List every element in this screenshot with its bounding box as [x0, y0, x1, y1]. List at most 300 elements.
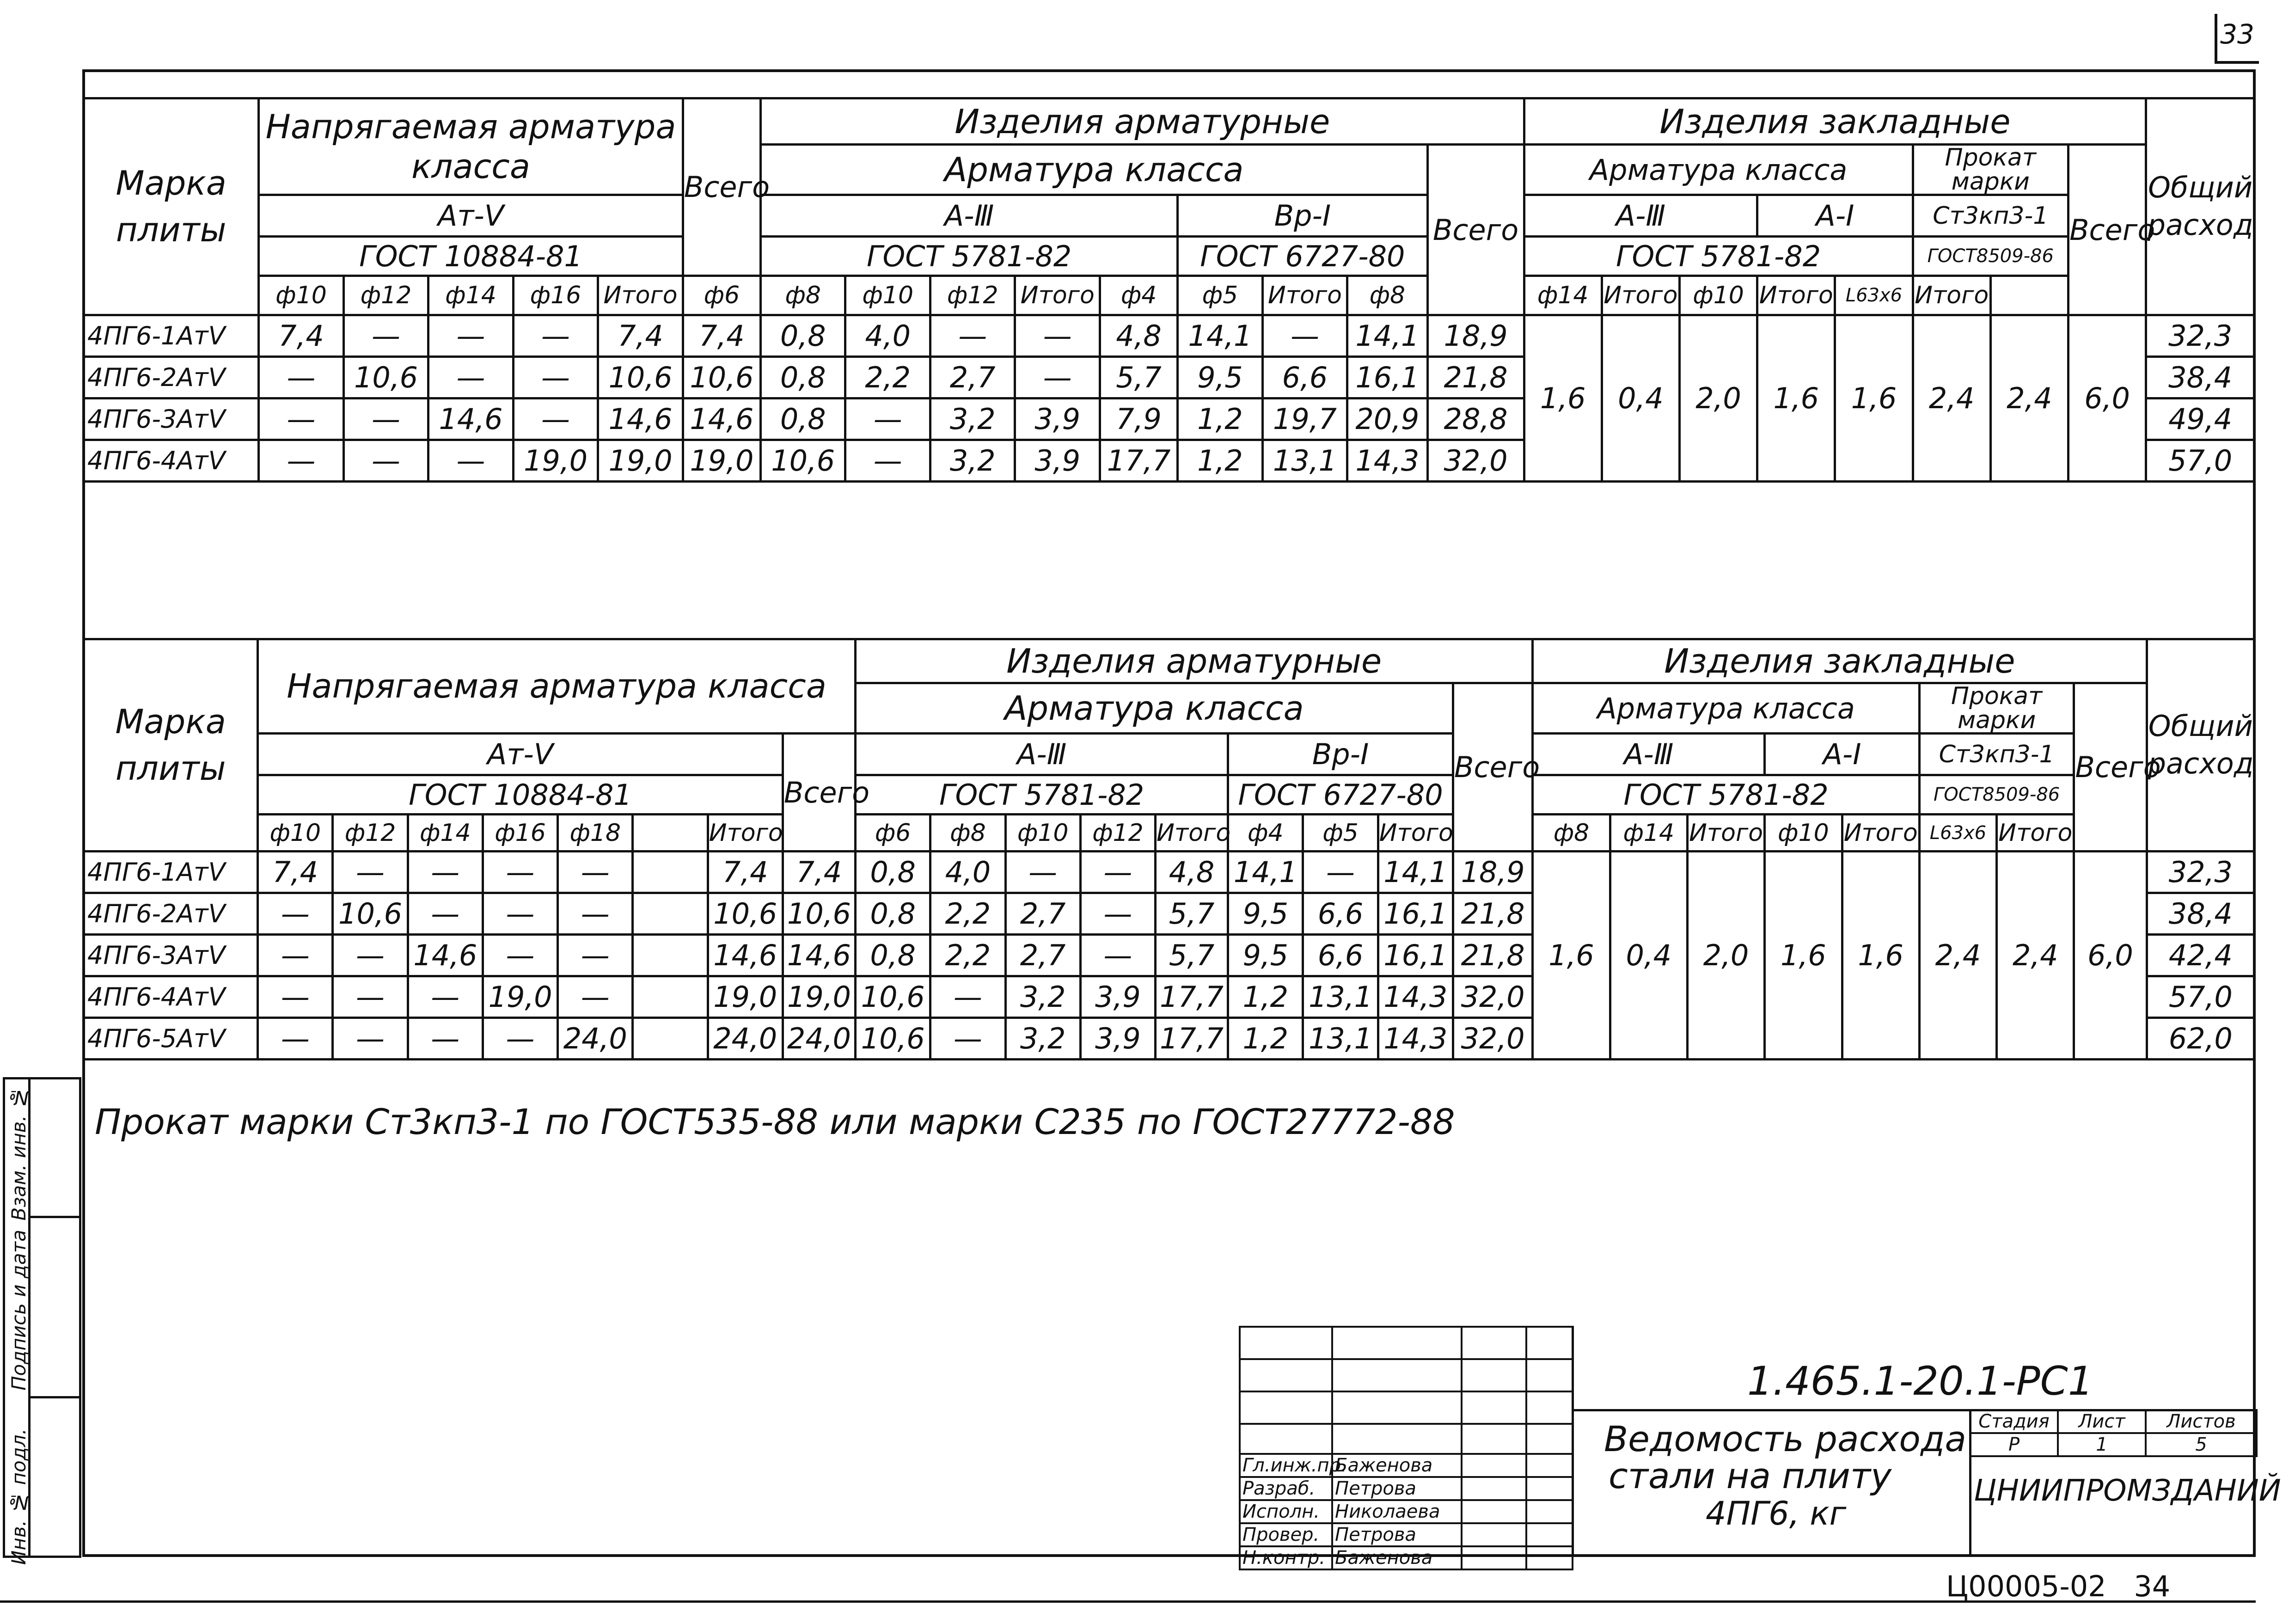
table-cell: —	[513, 398, 598, 440]
table-cell: 14,6	[408, 935, 483, 976]
table-cell: 6,0	[2068, 315, 2146, 482]
prestress-header: Напрягаемая арматура класса	[258, 639, 856, 734]
table-cell	[633, 1018, 708, 1060]
table-cell: 57,0	[2147, 976, 2254, 1018]
sub-diameter: ф8	[1347, 276, 1427, 315]
sub-total: Итого	[1842, 815, 1919, 852]
sub-diameter: ф4	[1228, 815, 1303, 852]
prestress-class: Ат-Ⅴ	[258, 734, 783, 775]
table-cell: 38,4	[2146, 357, 2255, 398]
doc-title-line3: 4ПГ6, кг	[1706, 1495, 1847, 1532]
sub-diameter: ф12	[930, 276, 1015, 315]
table-cell: 17,7	[1156, 1018, 1228, 1060]
table-cell: —	[558, 935, 633, 976]
sub-diameter: ф16	[483, 815, 557, 852]
table-cell: 2,7	[930, 357, 1015, 398]
table-cell: 1,2	[1228, 976, 1303, 1018]
table-cell: 13,1	[1303, 1018, 1378, 1060]
sub-diameter: ф16	[513, 276, 598, 315]
table-cell: —	[258, 935, 333, 976]
table-cell: —	[558, 852, 633, 893]
prokat-header: Прокат марки	[1919, 683, 2074, 734]
table-cell: —	[513, 315, 598, 357]
table-cell: 24,0	[708, 1018, 783, 1060]
doc-code: 1.465.1-20.1-РС1	[1747, 1358, 2093, 1404]
table-cell: 14,3	[1378, 976, 1453, 1018]
table-cell: 32,3	[2147, 852, 2254, 893]
table-cell: 14,1	[1178, 315, 1263, 357]
table-cell: 19,0	[598, 440, 683, 482]
table-cell: 24,0	[558, 1018, 633, 1060]
signature-role: Н.контр.	[1240, 1546, 1332, 1569]
sub-total: Итого	[1378, 815, 1453, 852]
table-cell: —	[483, 893, 557, 935]
table-cell: 28,8	[1427, 398, 1524, 440]
signature-name: Николаева	[1332, 1500, 1462, 1523]
footer-doc-code: Ц00005-02	[1946, 1569, 2106, 1603]
table-cell: 4ПГ6-3АтⅤ	[84, 935, 258, 976]
table-cell: 5,7	[1156, 935, 1228, 976]
table-cell: 0,8	[856, 893, 930, 935]
emb-gost: ГОСТ 5781-82	[1524, 237, 1913, 276]
table-cell	[633, 852, 708, 893]
table-cell: 14,6	[708, 935, 783, 976]
signature-name: Петрова	[1332, 1477, 1462, 1500]
table-cell: 19,0	[708, 976, 783, 1018]
table-cell: 6,0	[2074, 852, 2147, 1060]
emb-class-header: Арматура класса	[1533, 683, 1919, 734]
table-cell: 2,4	[1913, 315, 1990, 482]
table-row	[84, 315, 2255, 357]
table-cell: 9,5	[1228, 893, 1303, 935]
table-cell: 10,6	[598, 357, 683, 398]
table-cell: 19,0	[783, 976, 855, 1018]
table-cell: 9,5	[1228, 935, 1303, 976]
table-cell: —	[408, 976, 483, 1018]
emb-a3-class: А-Ⅲ	[1524, 195, 1757, 237]
signature-blank	[1462, 1500, 1526, 1523]
table-cell: 14,3	[1347, 440, 1427, 482]
table-cell: 2,0	[1679, 315, 1757, 482]
table-cell: 62,0	[2147, 1018, 2254, 1060]
table-cell: 10,6	[683, 357, 760, 398]
sub-diameter: ф12	[1080, 815, 1155, 852]
sub-diameter: ф10	[259, 276, 344, 315]
signature-role: Гл.инж.пр.	[1240, 1454, 1332, 1477]
gost-6727: ГОСТ 6727-80	[1228, 775, 1453, 815]
table-cell: 10,6	[783, 893, 855, 935]
table-cell: 32,0	[1427, 440, 1524, 482]
grand-total-header: Общий расход	[2146, 98, 2255, 315]
doc-title-line2: стали на плиту	[1609, 1455, 1892, 1496]
table-cell: 7,4	[258, 852, 333, 893]
rebar-total-header: Всего	[1427, 145, 1524, 315]
a3-class: А-Ⅲ	[760, 195, 1177, 237]
table-cell: 4,0	[930, 852, 1005, 893]
gost-5781: ГОСТ 5781-82	[760, 237, 1177, 276]
sub-total: Итого	[1913, 276, 1990, 315]
prestress-class: Ат-Ⅴ	[259, 195, 683, 237]
prokat-gost: ГОСТ8509-86	[1913, 237, 2068, 276]
table-cell: —	[408, 893, 483, 935]
emb-a3-class: А-Ⅲ	[1533, 734, 1765, 775]
sub-diameter: ф14	[1524, 276, 1602, 315]
table-cell: 13,1	[1303, 976, 1378, 1018]
table-cell: 21,8	[1453, 893, 1532, 935]
table-cell: —	[513, 357, 598, 398]
sub-total: Итого	[598, 276, 683, 315]
table-cell: 32,0	[1453, 976, 1532, 1018]
grand-total-header: Общий расход	[2147, 639, 2254, 852]
stage-value: Р	[1970, 1433, 2058, 1456]
signature-name: Петрова	[1332, 1523, 1462, 1546]
table-cell: 5,7	[1156, 893, 1228, 935]
table-cell: 18,9	[1453, 852, 1532, 893]
table-cell: 7,4	[708, 852, 783, 893]
table-cell: —	[259, 357, 344, 398]
table-cell: 6,6	[1262, 357, 1347, 398]
table-cell: 16,1	[1378, 935, 1453, 976]
table-cell: 19,0	[483, 976, 557, 1018]
table-cell: 16,1	[1378, 893, 1453, 935]
table-cell: —	[343, 398, 428, 440]
table-cell: 4ПГ6-1АтⅤ	[84, 852, 258, 893]
table-cell: —	[930, 315, 1015, 357]
table-cell: —	[930, 976, 1005, 1018]
table-cell: 24,0	[783, 1018, 855, 1060]
side-label-replace: Взам. инв. №	[7, 1086, 30, 1221]
signature-row	[1240, 1500, 1573, 1523]
table-cell: —	[1080, 935, 1155, 976]
organization: ЦНИИПРОМЗДАНИЙ	[1974, 1474, 2281, 1508]
table-cell: 19,0	[683, 440, 760, 482]
table-cell: 4,0	[845, 315, 930, 357]
signature-role: Исполн.	[1240, 1500, 1332, 1523]
signature-role: Разраб.	[1240, 1477, 1332, 1500]
sheets-value: 5	[2146, 1433, 2257, 1456]
table-cell: —	[1015, 315, 1100, 357]
table-cell: 2,2	[930, 893, 1005, 935]
corner-mark: Марка плиты	[84, 98, 259, 315]
table-cell: 7,4	[683, 315, 760, 357]
sub-total: Итого	[708, 815, 783, 852]
table-cell: —	[258, 976, 333, 1018]
prokat-mark: Ст3кп3-1	[1919, 734, 2074, 775]
stage-label: Стадия	[1970, 1410, 2058, 1433]
prestress-header: Напрягаемая арматура класса	[259, 98, 683, 195]
signature-name: Баженова	[1332, 1546, 1462, 1569]
sub-diameter: ф14	[428, 276, 514, 315]
table-cell: 18,9	[1427, 315, 1524, 357]
sub-diameter: ф10	[1005, 815, 1080, 852]
sub-diameter: ф18	[558, 815, 633, 852]
table-cell: 3,9	[1080, 1018, 1155, 1060]
bp1-class: Вр-Ⅰ	[1178, 195, 1427, 237]
table-cell: 19,0	[513, 440, 598, 482]
doc-title-line1: Ведомость расхода	[1604, 1418, 1966, 1459]
table-cell: 0,4	[1610, 852, 1687, 1060]
signature-blank	[1526, 1546, 1573, 1569]
table-cell: —	[483, 935, 557, 976]
table-cell: 10,6	[856, 976, 930, 1018]
prokat-mark: Ст3кп3-1	[1913, 195, 2068, 237]
table-cell: 1,6	[1757, 315, 1835, 482]
table-cell: 38,4	[2147, 893, 2254, 935]
prestress-gost: ГОСТ 10884-81	[259, 237, 683, 276]
prestress-total-header: Всего	[783, 734, 855, 852]
signature-row	[1240, 1546, 1573, 1569]
sub-diameter: ф8	[1533, 815, 1610, 852]
sub-blank	[633, 815, 708, 852]
table-cell: —	[428, 440, 514, 482]
table-cell: 21,8	[1453, 935, 1532, 976]
sub-diameter: ф8	[930, 815, 1005, 852]
table-cell: 1,2	[1178, 398, 1263, 440]
table-cell: 9,5	[1178, 357, 1263, 398]
table-cell: 4ПГ6-5АтⅤ	[84, 1018, 258, 1060]
embedded-header: Изделия закладные	[1533, 639, 2147, 683]
sub-diameter: ф14	[1610, 815, 1687, 852]
table-cell: 10,6	[760, 440, 845, 482]
table-cell: 16,1	[1347, 357, 1427, 398]
table-cell: 0,8	[760, 398, 845, 440]
table-cell: 4ПГ6-3АтⅤ	[84, 398, 259, 440]
signature-blank	[1526, 1477, 1573, 1500]
sub-total: Итого	[1156, 815, 1228, 852]
page-bottom-rule	[0, 1600, 2256, 1603]
sub-diameter: ф10	[845, 276, 930, 315]
table-cell: 13,1	[1262, 440, 1347, 482]
sub-diameter: ф5	[1178, 276, 1263, 315]
sub-diameter: ф8	[760, 276, 845, 315]
table-cell: 3,2	[1005, 1018, 1080, 1060]
table-cell: —	[483, 852, 557, 893]
signature-role: Провер.	[1240, 1523, 1332, 1546]
table-cell: —	[1080, 852, 1155, 893]
signature-blank	[1462, 1546, 1526, 1569]
table-cell: 49,4	[2146, 398, 2255, 440]
prestress-total-header: Всего	[683, 98, 760, 276]
prokat-header: Прокат марки	[1913, 145, 2068, 195]
table-cell: —	[558, 976, 633, 1018]
sub-total: Итого	[1687, 815, 1764, 852]
page-number: 33	[2220, 18, 2254, 50]
signature-row	[1240, 1523, 1573, 1546]
table-cell: 32,3	[2146, 315, 2255, 357]
a3-class: А-Ⅲ	[856, 734, 1228, 775]
footer-page: 34	[2134, 1569, 2171, 1603]
table-cell: —	[333, 852, 408, 893]
table-cell: 2,4	[1919, 852, 1996, 1060]
emb-a1-class: А-Ⅰ	[1757, 195, 1913, 237]
table-cell: —	[333, 976, 408, 1018]
sub-total: Итого	[1262, 276, 1347, 315]
table-cell: 20,9	[1347, 398, 1427, 440]
sub-diameter: ф5	[1303, 815, 1378, 852]
steel-consumption-table-2	[82, 638, 2256, 1060]
embedded-header: Изделия закладные	[1524, 98, 2146, 145]
table-cell: 4,8	[1100, 315, 1177, 357]
table-cell: 3,2	[930, 440, 1015, 482]
emb-total-header: Всего	[2074, 683, 2147, 852]
table-cell: 0,8	[856, 935, 930, 976]
table-cell: 14,1	[1228, 852, 1303, 893]
signature-grid	[1239, 1326, 1573, 1570]
steel-consumption-table-1	[82, 97, 2256, 667]
table-cell: 6,6	[1303, 893, 1378, 935]
table-cell: 19,7	[1262, 398, 1347, 440]
table-cell: 14,1	[1347, 315, 1427, 357]
signature-blank	[1526, 1500, 1573, 1523]
emb-a1-class: А-Ⅰ	[1765, 734, 1920, 775]
table-cell: 14,6	[598, 398, 683, 440]
table-cell: 42,4	[2147, 935, 2254, 976]
table-cell: 1,6	[1524, 315, 1602, 482]
sub-total: Итого	[1757, 276, 1835, 315]
table-cell: 4ПГ6-4АтⅤ	[84, 440, 259, 482]
footer-code	[1946, 1569, 2170, 1603]
table-cell: 57,0	[2146, 440, 2255, 482]
prestress-gost: ГОСТ 10884-81	[258, 775, 783, 815]
material-note: Прокат марки Ст3кп3-1 по ГОСТ535-88 или марки С235 по ГОСТ27772-88	[95, 1101, 1455, 1142]
sub-diameter: ф12	[333, 815, 408, 852]
table-cell: 7,4	[783, 852, 855, 893]
table-cell: 1,6	[1835, 315, 1913, 482]
emb-class-header: Арматура класса	[1524, 145, 1913, 195]
table-cell: —	[483, 1018, 557, 1060]
table-cell: 2,7	[1005, 935, 1080, 976]
table-cell: 0,4	[1602, 315, 1679, 482]
table-row	[84, 852, 2255, 893]
table-cell: —	[333, 1018, 408, 1060]
table-cell: —	[343, 315, 428, 357]
table-cell: 4ПГ6-4АтⅤ	[84, 976, 258, 1018]
signature-name: Баженова	[1332, 1454, 1462, 1477]
table-cell: 2,0	[1687, 852, 1764, 1060]
table-cell: 2,7	[1005, 893, 1080, 935]
emb-total-header: Всего	[2068, 145, 2146, 315]
emb-gost: ГОСТ 5781-82	[1533, 775, 1919, 815]
table-cell: 4,8	[1156, 852, 1228, 893]
table-cell: —	[845, 440, 930, 482]
table-cell	[633, 893, 708, 935]
rebar-class-header: Арматура класса	[760, 145, 1427, 195]
table-cell: —	[1080, 893, 1155, 935]
table-cell: 5,7	[1100, 357, 1177, 398]
table-cell: 4ПГ6-1АтⅤ	[84, 315, 259, 357]
rebar-products-header: Изделия арматурные	[760, 98, 1524, 145]
sub-diameter: ф10	[1679, 276, 1757, 315]
gost-5781: ГОСТ 5781-82	[856, 775, 1228, 815]
rebar-total-header: Всего	[1453, 683, 1532, 852]
sub-profile: L63x6	[1919, 815, 1996, 852]
table-cell: 0,8	[760, 357, 845, 398]
table-cell: 1,2	[1178, 440, 1263, 482]
table-cell: —	[258, 1018, 333, 1060]
signature-blank	[1462, 1523, 1526, 1546]
table-cell: 21,8	[1427, 357, 1524, 398]
sub-total: Итого	[1015, 276, 1100, 315]
table-cell: 6,6	[1303, 935, 1378, 976]
corner-mark: Марка плиты	[84, 639, 258, 852]
table-cell: 4ПГ6-2АтⅤ	[84, 893, 258, 935]
table-cell: 7,4	[598, 315, 683, 357]
sub-diameter: ф4	[1100, 276, 1177, 315]
table-cell: 0,8	[856, 852, 930, 893]
sheet-label: Лист	[2058, 1410, 2146, 1433]
table-cell: 17,7	[1156, 976, 1228, 1018]
sub-profile: L63x6	[1835, 276, 1913, 315]
table-cell: 10,6	[343, 357, 428, 398]
sub-diameter: ф6	[683, 276, 760, 315]
table-cell: —	[428, 315, 514, 357]
table-cell: 7,4	[259, 315, 344, 357]
table-cell: 2,4	[1990, 315, 2068, 482]
sub-diameter: ф10	[258, 815, 333, 852]
rebar-class-header: Арматура класса	[856, 683, 1453, 734]
side-label-inv: Инв. № подл.	[7, 1428, 30, 1565]
table-cell: —	[343, 440, 428, 482]
table-cell: 0,8	[760, 315, 845, 357]
sub-diameter: ф10	[1765, 815, 1842, 852]
sub-total: Итого	[1602, 276, 1679, 315]
table-cell: —	[1005, 852, 1080, 893]
side-label-sign: Подпись и дата	[7, 1230, 30, 1391]
signature-row	[1240, 1477, 1573, 1500]
table-cell: 14,6	[428, 398, 514, 440]
table-cell: 10,6	[333, 893, 408, 935]
table-cell: 3,9	[1015, 440, 1100, 482]
table-cell: —	[1262, 315, 1347, 357]
table-cell: 1,6	[1533, 852, 1610, 1060]
stage-grid	[1969, 1409, 2258, 1457]
signature-blank	[1462, 1454, 1526, 1477]
gost-6727: ГОСТ 6727-80	[1178, 237, 1427, 276]
title-block	[1239, 1326, 2281, 1569]
table-cell: —	[558, 893, 633, 935]
sub-diameter: ф12	[343, 276, 428, 315]
sub-diameter: ф6	[856, 815, 930, 852]
table-cell: 4ПГ6-2АтⅤ	[84, 357, 259, 398]
signature-blank	[1526, 1454, 1573, 1477]
bp1-class: Вр-Ⅰ	[1228, 734, 1453, 775]
sheets-label: Листов	[2146, 1410, 2257, 1433]
signature-blank	[1462, 1477, 1526, 1500]
sheet-value: 1	[2058, 1433, 2146, 1456]
table-cell: 10,6	[708, 893, 783, 935]
rebar-products-header: Изделия арматурные	[856, 639, 1533, 683]
table-cell: 3,9	[1015, 398, 1100, 440]
table-cell: 14,3	[1378, 1018, 1453, 1060]
table-cell: 17,7	[1100, 440, 1177, 482]
signature-row	[1240, 1454, 1573, 1477]
table-cell: —	[258, 893, 333, 935]
table-cell: —	[845, 398, 930, 440]
table-cell: 1,6	[1842, 852, 1919, 1060]
table-cell: 3,2	[930, 398, 1015, 440]
table-cell: —	[1303, 852, 1378, 893]
table-cell: —	[259, 440, 344, 482]
table-cell: 32,0	[1453, 1018, 1532, 1060]
table-cell: —	[333, 935, 408, 976]
table-cell	[633, 976, 708, 1018]
table-cell: —	[1015, 357, 1100, 398]
table-cell: —	[259, 398, 344, 440]
table-cell: —	[408, 1018, 483, 1060]
table-cell: —	[930, 1018, 1005, 1060]
table-cell: 14,1	[1378, 852, 1453, 893]
table-cell: 2,2	[930, 935, 1005, 976]
